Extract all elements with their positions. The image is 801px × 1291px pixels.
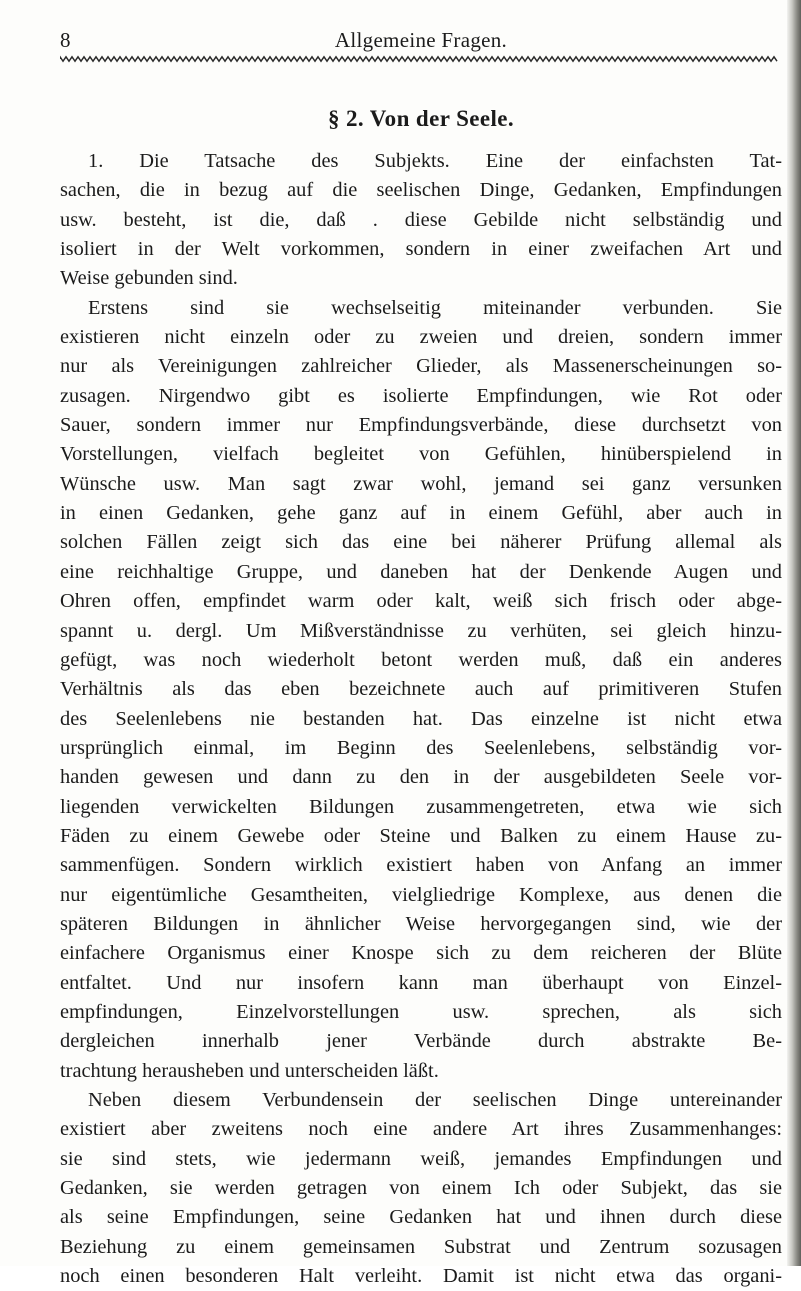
text-line: sie sind stets, wie jedermann weiß, jemandes Empfindungen und (60, 1147, 782, 1170)
page-edge-shadow (787, 0, 801, 1266)
body-text (60, 147, 782, 1291)
text-line: 1. Die Tatsache des Subjekts. Eine der einfachsten Tat- (88, 150, 782, 172)
text-line: usw. besteht, ist die, daß . diese Gebilde nicht selbständig und (60, 208, 782, 231)
section-title: § 2. Von der Seele. (327, 106, 515, 131)
text-line: Gedanken, sie werden getragen von einem Ich oder Subjekt, das sie (60, 1177, 782, 1200)
text-line: eine reichhaltige Gruppe, und daneben hat der Denkende Augen und (60, 560, 782, 583)
text-line: nur eigentümliche Gesamtheiten, vielgliedrige Komplexe, aus denen die (60, 883, 782, 906)
text-line: noch einen besonderen Halt verleiht. Damit ist nicht etwa das organi- (60, 1265, 782, 1288)
text-line: Neben diesem Verbundensein der seelischen Dinge untereinander (88, 1089, 782, 1111)
text-line: in einen Gedanken, gehe ganz auf in einem Gefühl, aber auch in (60, 502, 782, 525)
text-line: dergleichen innerhalb jener Verbände durch abstrakte Be- (60, 1030, 782, 1053)
page-header (60, 22, 782, 58)
text-line: empfindungen, Einzelvorstellungen usw. sprechen, als sich (60, 1000, 782, 1023)
text-line: einfachere Organismus einer Knospe sich zu dem reicheren der Blüte (60, 942, 782, 965)
page-number: 8 (60, 28, 71, 52)
header-wavy-rule (60, 55, 778, 63)
text-line: Weise gebunden sind. (60, 267, 238, 290)
text-line: sachen, die in bezug auf die seelischen Dinge, Gedanken, Empfindungen (60, 179, 782, 202)
text-line: liegenden verwickelten Bildungen zusammengetreten, etwa wie sich (60, 795, 782, 818)
text-line: Beziehung zu einem gemeinsamen Substrat und Zentrum sozusagen (60, 1235, 782, 1258)
text-line: entfaltet. Und nur insofern kann man überhaupt von Einzel- (60, 971, 782, 994)
text-line: Sauer, sondern immer nur Empfindungsverbände, diese durchsetzt von (60, 414, 782, 437)
text-line: trachtung herausheben und unterscheiden läßt. (60, 1059, 439, 1082)
text-line: ursprünglich einmal, im Beginn des Seelenlebens, selbständig vor- (60, 736, 782, 759)
text-line: handen gewesen und dann zu den in der ausgebildeten Seele vor- (60, 766, 782, 789)
text-line: nur als Vereinigungen zahlreicher Glieder, als Massenerscheinungen so- (60, 355, 782, 378)
running-title: Allgemeine Fragen. (334, 28, 508, 52)
text-line: Verhältnis als das eben bezeichnete auch auf primitiveren Stufen (60, 678, 782, 701)
text-line: Fäden zu einem Gewebe oder Steine und Balken zu einem Hause zu- (60, 824, 782, 847)
text-line: Erstens sind sie wechselseitig miteinander verbunden. Sie (88, 296, 782, 319)
text-line: Wünsche usw. Man sagt zwar wohl, jemand sei ganz versunken (60, 472, 782, 495)
text-line: spannt u. dergl. Um Mißverständnisse zu verhüten, sei gleich hinzu- (60, 619, 782, 642)
text-line: isoliert in der Welt vorkommen, sondern in einer zweifachen Art und (60, 238, 782, 261)
text-line: existiert aber zweitens noch eine andere Art ihres Zusammenhanges: (60, 1118, 782, 1141)
text-line: solchen Fällen zeigt sich das eine bei näherer Prüfung allemal als (60, 531, 782, 554)
text-line: Vorstellungen, vielfach begleitet von Gefühlen, hinüberspielend in (60, 443, 782, 466)
text-line: als seine Empfindungen, seine Gedanken hat und ihnen durch diese (60, 1206, 782, 1229)
text-line: des Seelenlebens nie bestanden hat. Das einzelne ist nicht etwa (60, 707, 782, 730)
text-line: existieren nicht einzeln oder zu zweien und dreien, sondern immer (60, 326, 782, 349)
text-line: zusagen. Nirgendwo gibt es isolierte Empfindungen, wie Rot oder (60, 384, 782, 407)
text-line: gefügt, was noch wiederholt betont werden muß, daß ein anderes (60, 648, 782, 671)
text-line: sammenfügen. Sondern wirklich existiert haben von Anfang an immer (60, 854, 782, 877)
text-line: späteren Bildungen in ähnlicher Weise hervorgegangen sind, wie der (60, 912, 782, 935)
text-line: Ohren offen, empfindet warm oder kalt, weiß sich frisch oder abge- (60, 590, 782, 613)
